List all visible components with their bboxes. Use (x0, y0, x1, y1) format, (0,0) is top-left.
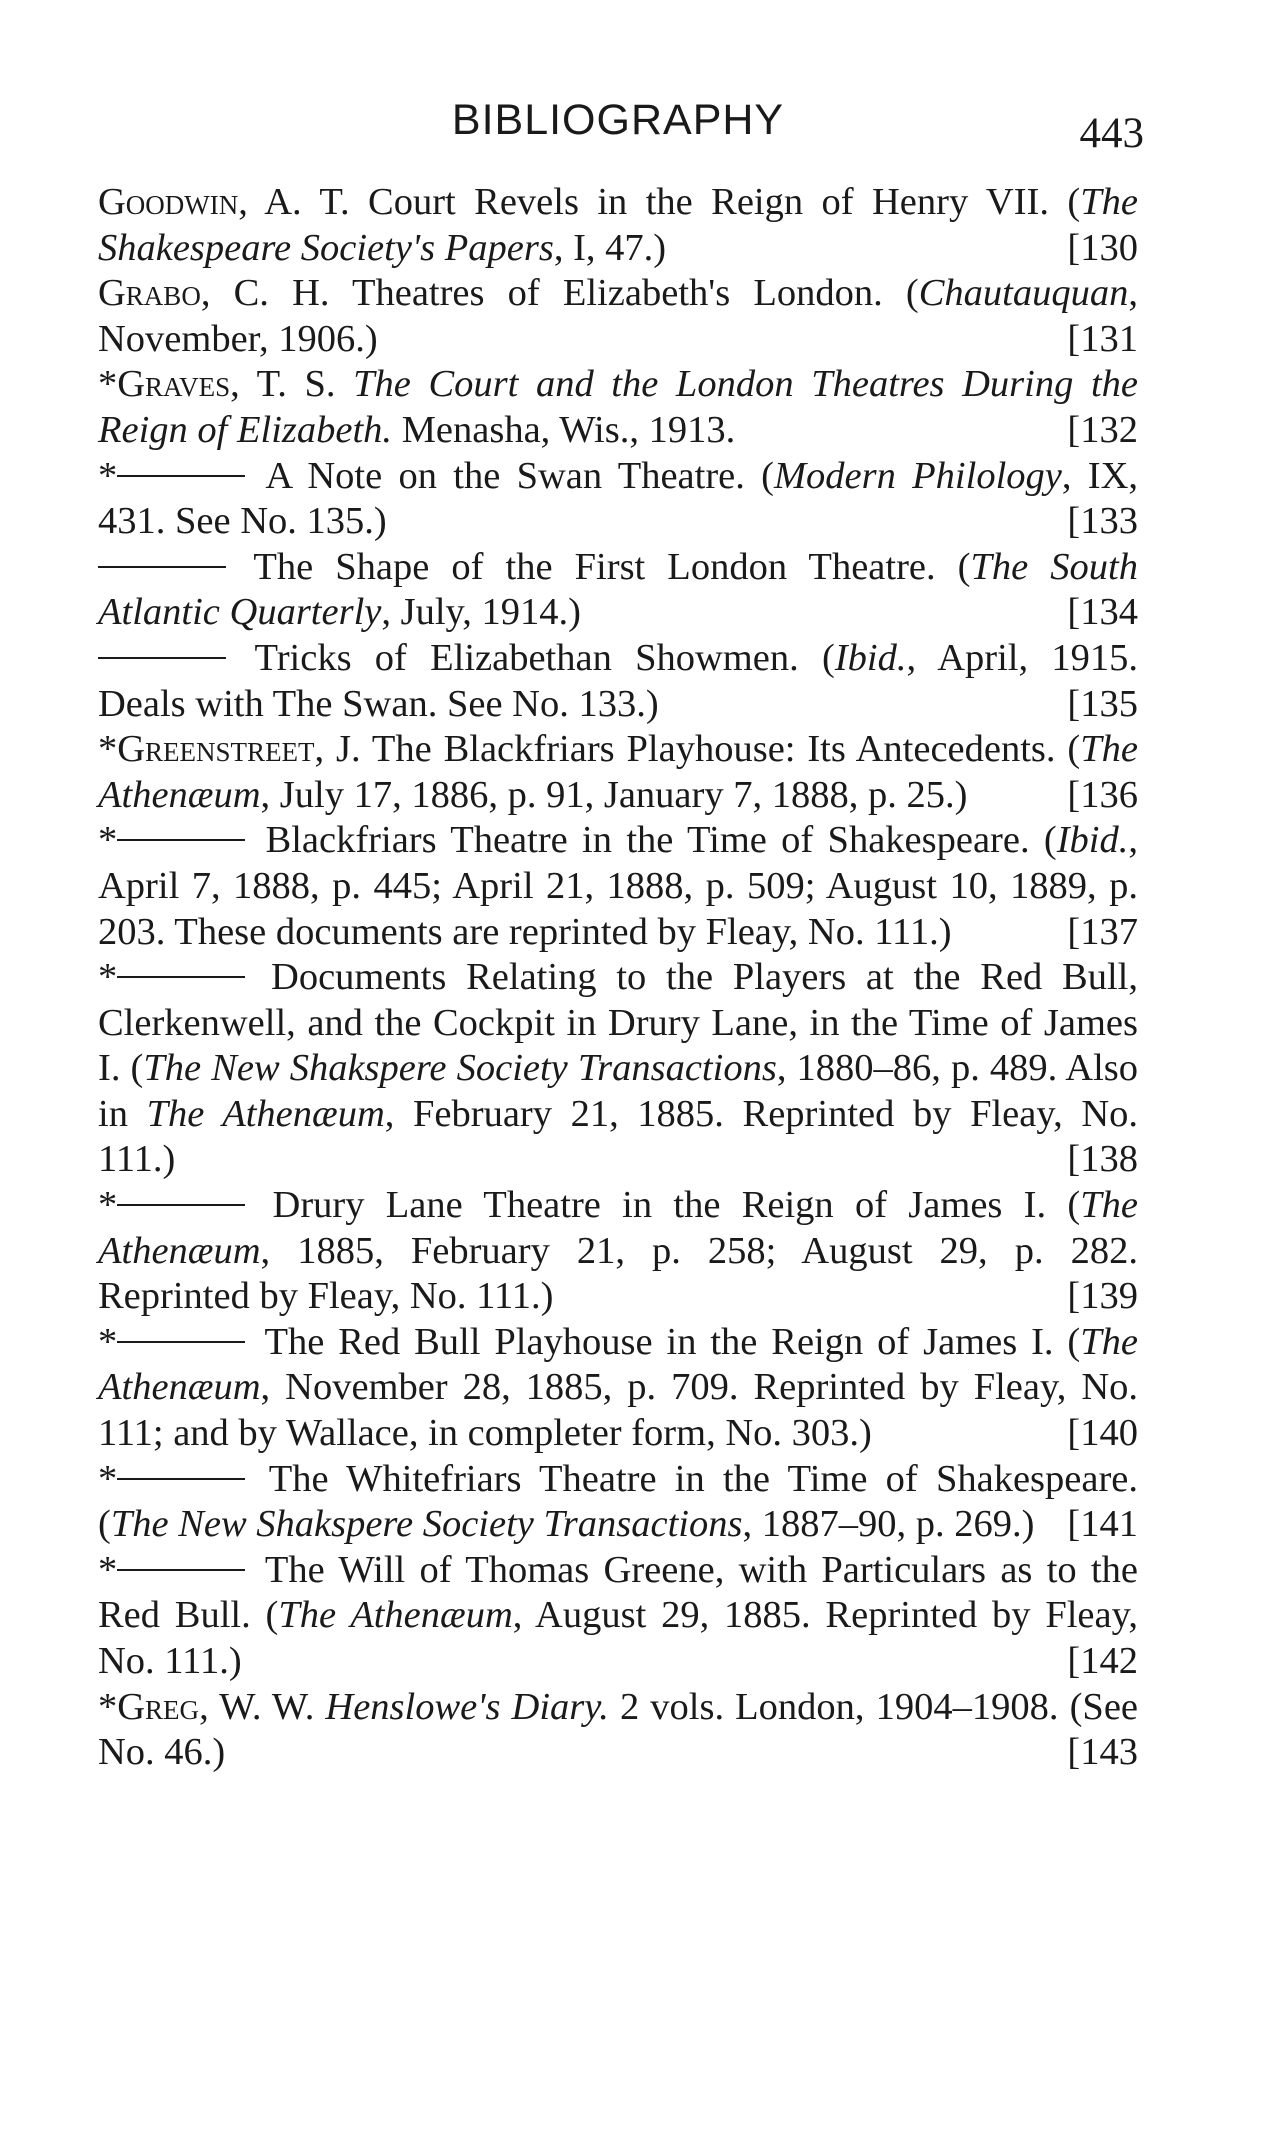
entry-number: [141 (1067, 1503, 1138, 1546)
entry-text-part: Documents Relating to the Players at the Red Bull, Clerkenwell, and the Cockpit in Drury Lane, in the Time of James I. ( (98, 956, 1138, 1090)
entry-number: [133 (1067, 500, 1138, 543)
entry-text-part: The Shape of the First London Theatre. ( (232, 545, 971, 588)
ditto-rule (117, 1341, 245, 1343)
entry-text-part: Drury Lane Theatre in the Reign of James I. ( (251, 1184, 1081, 1227)
entry-title-italic: Modern Philology (773, 454, 1062, 497)
entry-title-italic: The Athenæum (146, 1092, 385, 1135)
entry-text (98, 955, 1138, 1183)
entry-number: [142 (1067, 1640, 1138, 1682)
bibliography-entries (98, 180, 1138, 1776)
entry-title-italic: The Court and the London Theatres During the Reign of Elizabeth. (98, 363, 1138, 451)
entry-title-italic: The Shakespeare Society's Papers (98, 181, 1138, 269)
ditto-rule (117, 1204, 245, 1206)
entry-star: * (98, 363, 118, 406)
bibliography-entry (98, 1548, 1138, 1685)
entry-text-part: , 1880–86, p. 489. Also in (98, 1047, 1138, 1135)
entry-text-part: , C. H. Theatres of Elizabeth's London. ( (200, 272, 919, 315)
bibliography-entry (98, 818, 1138, 955)
entry-text-part: , IX, 431. See No. 135.) (98, 454, 1139, 543)
entry-text-part: The Red Bull Playhouse in the Reign of James I. ( (251, 1320, 1081, 1363)
ditto-rule (117, 475, 245, 477)
entry-number: [134 (1067, 591, 1138, 634)
entry-text-part: Tricks of Elizabethan Showmen. ( (232, 636, 835, 679)
entry-title-italic: Ibid. (834, 636, 907, 679)
entry-star: * (98, 819, 118, 862)
entry-text (98, 1183, 1138, 1320)
entry-title-italic: The Athenæum (98, 1320, 1138, 1409)
entry-number: [130 (1067, 226, 1138, 269)
entry-number: [132 (1067, 408, 1138, 451)
page-number: 443 (1079, 110, 1144, 157)
entry-text-part: , November, 1906.) (98, 272, 1138, 360)
bibliography-entry (98, 955, 1138, 1183)
entry-text-part: The Will of Thomas Greene, with Particulars as to the Red Bull. ( (98, 1548, 1138, 1637)
bibliography-entry (98, 636, 1138, 727)
entry-text-part: , April 7, 1888, p. 445; April 21, 1888, p. 509; August 10, 1889, p. 203. These documents are reprinted by Fleay, No. 111.) (98, 819, 1138, 953)
entry-title-italic: The Athenæum (98, 728, 1138, 816)
entry-text (98, 818, 1138, 955)
entry-text-part: 2 vols. London, 1904–1908. (See No. 46.) (98, 1685, 1139, 1774)
entry-star: * (98, 728, 118, 771)
bibliography-entry (98, 1183, 1138, 1320)
entry-author: Graves (117, 363, 231, 406)
bibliography-entry (98, 545, 1138, 636)
entry-title-italic: The New Shakspere Society Transactions (110, 1503, 743, 1546)
entry-number: [139 (1067, 1275, 1138, 1318)
entry-star: * (98, 454, 118, 497)
entry-text (98, 1320, 1138, 1457)
entry-number: [143 (1067, 1731, 1138, 1774)
entry-star: * (98, 1320, 118, 1363)
entry-text-part: A Note on the Swan Theatre. ( (251, 454, 774, 497)
entry-text-part: , 1885, February 21, p. 258; August 29, p. 282. Reprinted by Fleay, No. 111.) (98, 1229, 1138, 1318)
entry-text-part: , April, 1915. Deals with The Swan. See No. 133.) (98, 636, 1138, 725)
entry-text-part: , 1887–90, p. 269.) (742, 1503, 1035, 1546)
entry-text (98, 362, 1138, 453)
entry-text (98, 727, 1138, 818)
entry-star: * (98, 1685, 118, 1728)
entry-number: [140 (1067, 1412, 1138, 1455)
entry-author: Greg (117, 1685, 200, 1728)
bibliography-entry (98, 271, 1138, 362)
entry-text (98, 271, 1138, 362)
bibliography-entry (98, 1320, 1138, 1457)
entry-text (98, 636, 1138, 727)
entry-star: * (98, 956, 118, 999)
entry-title-italic: Ibid. (1056, 819, 1129, 862)
running-title: BIBLIOGRAPHY (451, 96, 785, 144)
entry-star: * (98, 1548, 118, 1591)
ditto-rule (117, 1569, 245, 1571)
entry-text-part: , July 17, 1886, p. 91, January 7, 1888, p. 25.) (260, 773, 968, 816)
entry-text-part: , I, 47.) (553, 226, 667, 269)
ditto-rule (117, 976, 245, 978)
bibliography-entry (98, 180, 1138, 271)
entry-text-part: Blackfriars Theatre in the Time of Shakespeare. ( (251, 819, 1057, 862)
ditto-rule (117, 1478, 245, 1480)
entry-title-italic: The South Atlantic Quarterly (98, 545, 1139, 634)
entry-number: [136 (1067, 773, 1138, 816)
entry-star: * (98, 1457, 118, 1500)
bibliography-entry (98, 1685, 1138, 1776)
entry-title-italic: Chautauquan (918, 272, 1129, 315)
entry-text-part: , J. The Blackfriars Playhouse: Its Antecedents. ( (314, 728, 1081, 771)
entry-text (98, 180, 1138, 271)
entry-text-part: , November 28, 1885, p. 709. Reprinted by Fleay, No. 111; and by Wallace, in completer form, No. 303.) (98, 1366, 1138, 1455)
entry-text (98, 1457, 1138, 1548)
entry-star: * (98, 1184, 118, 1227)
entry-text (98, 454, 1138, 545)
entry-title-italic: Henslowe's Diary. (325, 1685, 609, 1728)
bibliography-entry (98, 727, 1138, 818)
entry-number: [138 (1067, 1138, 1138, 1181)
ditto-rule (117, 839, 245, 841)
ditto-rule (98, 657, 226, 659)
entry-text-part: , T. S. (230, 363, 354, 406)
entry-text-part: , July, 1914.) (381, 591, 581, 634)
ditto-rule (98, 566, 226, 568)
bibliography-entry (98, 1457, 1138, 1548)
entry-text-part: , W. W. (199, 1685, 326, 1728)
entry-number: [135 (1067, 682, 1138, 725)
entry-title-italic: The Athenæum (278, 1594, 513, 1637)
entry-number: [137 (1067, 910, 1138, 953)
entry-title-italic: The New Shakspere Society Transactions (143, 1047, 777, 1090)
entry-title-italic: The Athenæum (98, 1184, 1138, 1272)
entry-number: [131 (1067, 317, 1138, 360)
entry-text-part: , A. T. Court Revels in the Reign of Henry VII. ( (238, 181, 1081, 223)
entry-text-part: The Whitefriars Theatre in the Time of Shakespeare. ( (98, 1457, 1138, 1546)
entry-author: Goodwin (98, 181, 239, 223)
entry-author: Grabo (98, 272, 201, 315)
entry-text-part: Menasha, Wis., 1913. (392, 408, 736, 451)
running-head (98, 92, 1144, 157)
entry-author: Greenstreet (117, 728, 315, 771)
entry-text (98, 1548, 1138, 1685)
entry-text-part: , August 29, 1885. Reprinted by Fleay, No. 111.) (98, 1594, 1138, 1682)
entry-text (98, 545, 1138, 636)
entry-text (98, 1685, 1138, 1776)
bibliography-entry (98, 362, 1138, 453)
entry-text-part: , February 21, 1885. Reprinted by Fleay, No. 111.) (98, 1092, 1139, 1181)
bibliography-entry (98, 454, 1138, 545)
